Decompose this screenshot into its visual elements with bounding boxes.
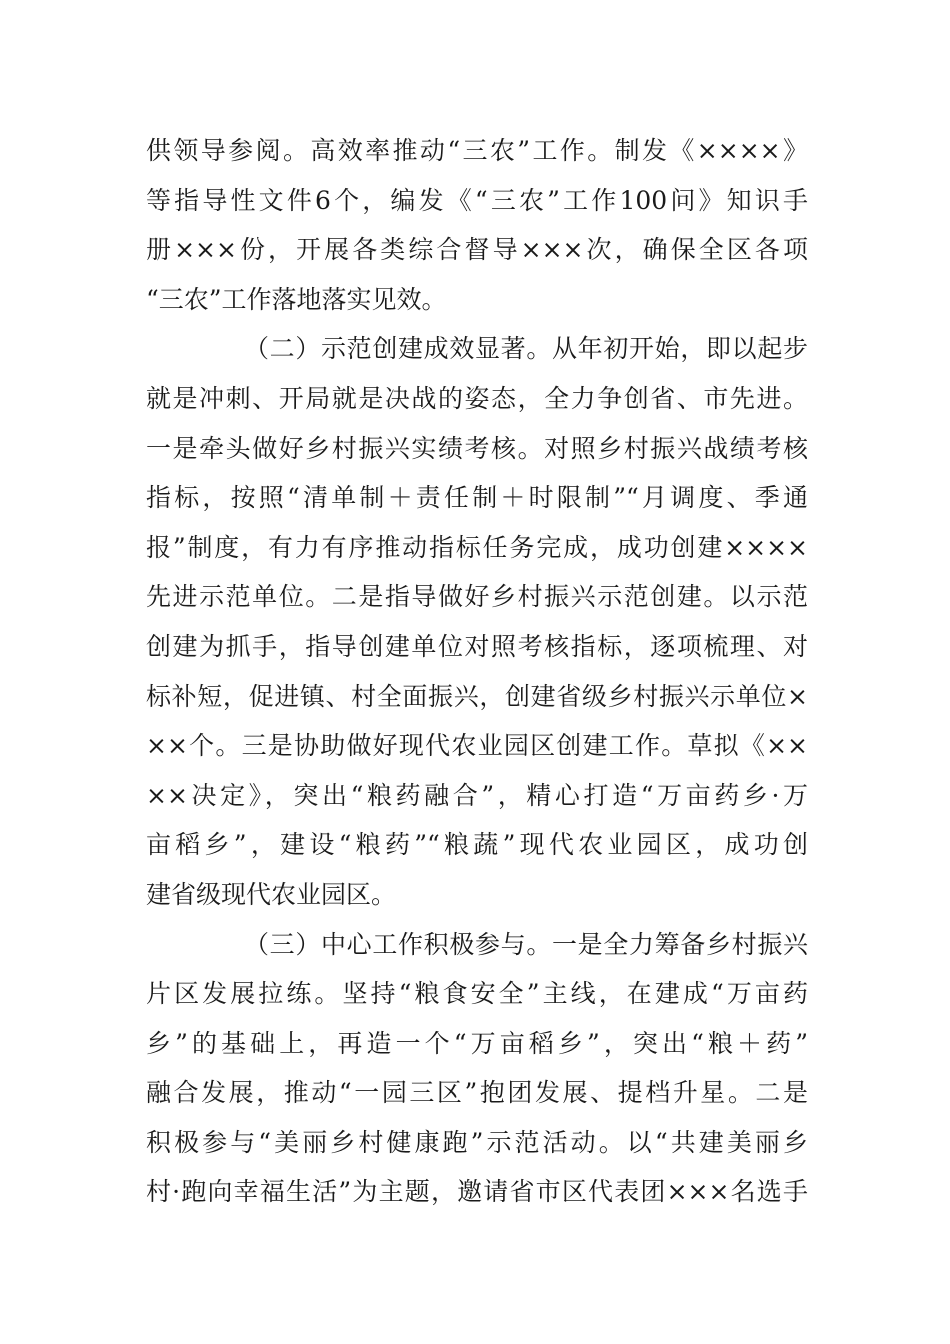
- text-line: 先进示范单位。二是指导做好乡村振兴示范创建。以示范: [146, 582, 808, 612]
- text-line: 标补短，促进镇、村全面振兴，创建省级乡村振兴示单位×: [146, 681, 808, 711]
- text-line: 一是牵头做好乡村振兴实绩考核。对照乡村振兴战绩考核: [146, 433, 808, 463]
- text-line: “三农”工作落地落实见效。: [146, 284, 447, 314]
- body-text: [146, 126, 808, 1217]
- text-line: 村·跑向幸福生活”为主题，邀请省市区代表团×××名选手: [146, 1177, 808, 1207]
- text-line: 乡”的基础上，再造一个“万亩稻乡”，突出“粮＋药”: [146, 1028, 808, 1058]
- text-line: 册×××份，开展各类综合督导×××次，确保全区各项: [146, 235, 808, 265]
- text-line: 创建为抓手，指导创建单位对照考核指标，逐项梳理、对: [146, 631, 808, 661]
- text-line: 片区发展拉练。坚持“粮食安全”主线，在建成“万亩药: [146, 979, 808, 1009]
- text-line: 建省级现代农业园区。: [146, 879, 397, 909]
- text-line: 报”制度，有力有序推动指标任务完成，成功创建××××: [146, 532, 808, 562]
- text-line: 积极参与“美丽乡村健康跑”示范活动。以“共建美丽乡: [146, 1127, 808, 1157]
- text-line: 亩稻乡”，建设“粮药”“粮蔬”现代农业园区，成功创: [146, 830, 808, 860]
- text-line: 等指导性文件6个，编发《“三农”工作100问》知识手: [146, 185, 808, 215]
- text-line: ××决定》，突出“粮药融合”，精心打造“万亩药乡·万: [146, 780, 808, 810]
- text-line: ××个。三是协助做好现代农业园区创建工作。草拟《××: [146, 731, 808, 761]
- text-line: 供领导参阅。高效率推动“三农”工作。制发《××××》: [146, 136, 808, 165]
- section-heading-line: （三）中心工作积极参与。一是全力筹备乡村振兴: [244, 929, 808, 959]
- text-line: 融合发展，推动“一园三区”抱团发展、提档升星。二是: [146, 1078, 808, 1108]
- text-line: 就是冲刺、开局就是决战的姿态，全力争创省、市先进。: [146, 383, 808, 413]
- text-line: 指标，按照“清单制＋责任制＋时限制”“月调度、季通: [146, 483, 808, 513]
- section-heading-line: （二）示范创建成效显著。从年初开始，即以起步: [244, 334, 808, 364]
